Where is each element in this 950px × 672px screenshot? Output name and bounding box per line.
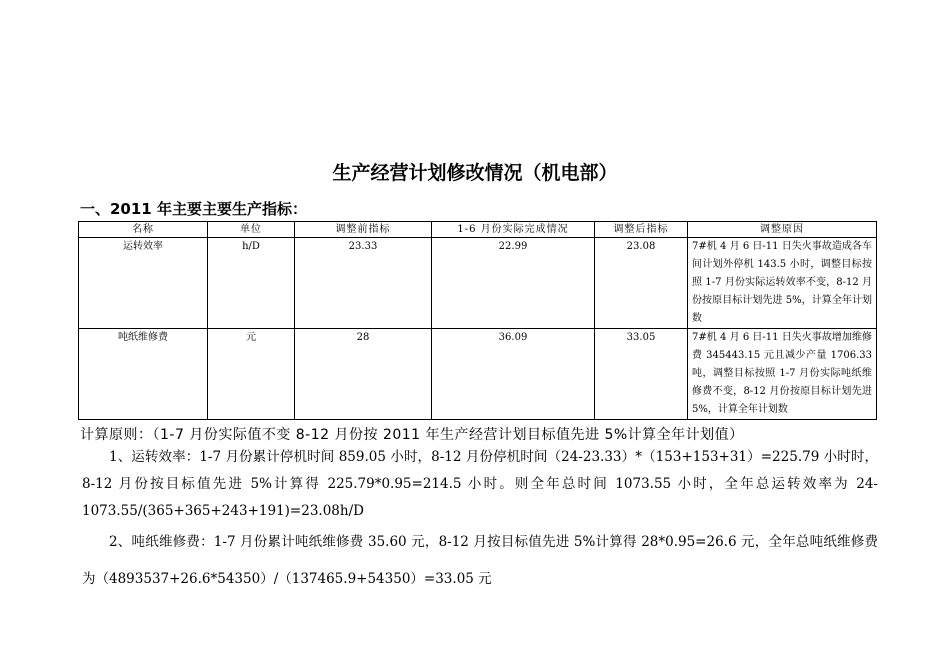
cell-name: 吨纸维修费 — [79, 329, 208, 420]
page-title: 生产经营计划修改情况（机电部） — [332, 162, 618, 184]
header-before: 调整前指标 — [295, 222, 432, 238]
cell-before: 28 — [295, 329, 432, 420]
cell-before: 23.33 — [295, 238, 432, 329]
paragraph-operating-efficiency: 1、运转效率：1-7 月份累计停机时间 859.05 小时，8-12 月份停机时间（24-23.33）*（153+153+31）=225.79 小时时，8-12 月份按目标值先进 5%计算得 225.79*0.95=214.5 小时。则全年总时间 1073.55 小时，全年总运转效率为 24-1073.55/(365+365+243+191)=23.08h/D — [82, 449, 878, 519]
header-name: 名称 — [79, 222, 208, 238]
cell-reason: 7#机 4 月 6 日-11 日失火事故增加维修费 345443.15 元且减少产量 1706.33 吨，调整目标按照 1-7 月份实际吨纸维修费不变，8-12 月份按原目标计划先进 5%，计算全年计划数 — [688, 329, 877, 420]
header-actual: 1-6 月份实际完成情况 — [432, 222, 595, 238]
table-header-row — [79, 222, 877, 238]
section-heading: 一、2011 年主要主要生产指标： — [80, 200, 307, 218]
table-row — [79, 329, 877, 420]
indicator-table — [78, 221, 877, 420]
cell-unit: 元 — [208, 329, 295, 420]
header-reason: 调整原因 — [688, 222, 877, 238]
cell-after: 23.08 — [595, 238, 688, 329]
paragraph-maintenance-cost: 2、吨纸维修费：1-7 月份累计吨纸维修费 35.60 元，8-12 月按目标值先进 5%计算得 28*0.95=26.6 元，全年总吨纸维修费为（4893537+26.6*54350）/（137465.9+54350）=33.05 元 — [82, 534, 878, 587]
cell-reason: 7#机 4 月 6 日-11 日失火事故造成各车间计划外停机 143.5 小时，调整目标按照 1-7 月份实际运转效率不变，8-12 月份按原目标计划先进 5%，计算全年计划数 — [688, 238, 877, 329]
cell-actual: 36.09 — [432, 329, 595, 420]
cell-after: 33.05 — [595, 329, 688, 420]
cell-actual: 22.99 — [432, 238, 595, 329]
calculation-principle: 计算原则：（1-7 月份实际值不变 8-12 月份按 2011 年生产经营计划目标值先进 5%计算全年计划值） — [80, 427, 744, 443]
header-unit: 单位 — [208, 222, 295, 238]
header-after: 调整后指标 — [595, 222, 688, 238]
cell-name: 运转效率 — [79, 238, 208, 329]
cell-unit: h/D — [208, 238, 295, 329]
table-row — [79, 238, 877, 329]
